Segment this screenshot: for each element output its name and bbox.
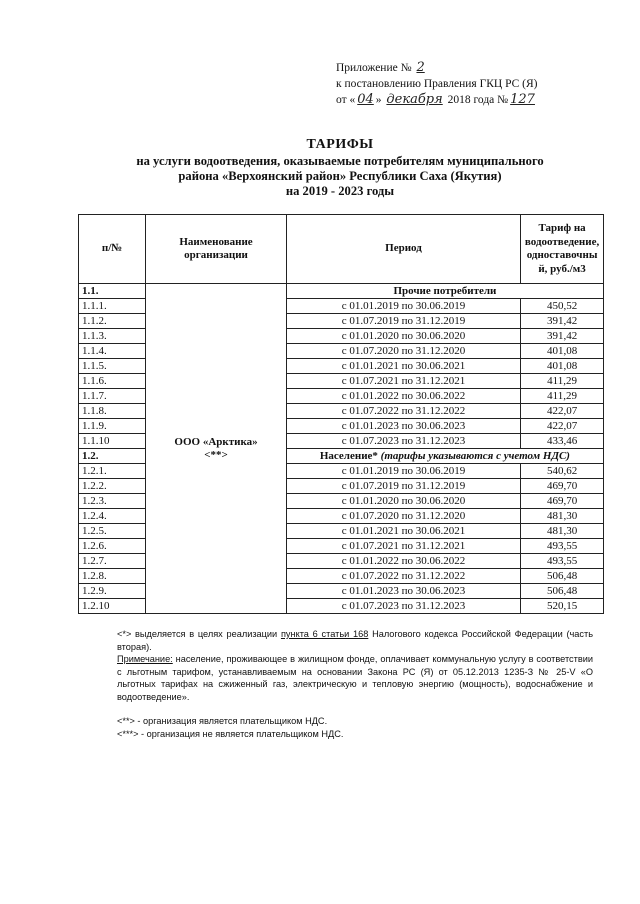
table-header-row [79, 215, 604, 284]
row-period: с 01.01.2019 по 30.06.2019 [286, 464, 520, 479]
row-num: 1.2.9. [79, 584, 146, 599]
title-main: ТАРИФЫ [306, 137, 374, 152]
row-period: с 01.07.2019 по 31.12.2019 [286, 314, 520, 329]
row-num: 1.1.10 [79, 434, 146, 449]
header-period: Период [286, 215, 520, 284]
header-price: Тариф на водоотведение, одноставочны й, руб./м3 [521, 215, 604, 284]
appendix-month-handwritten: декабря [386, 92, 443, 107]
appendix-day-handwritten: 04 [357, 92, 374, 107]
table-body [79, 284, 604, 614]
row-num: 1.1.3. [79, 329, 146, 344]
header-num: п/№ [79, 215, 146, 284]
row-price: 469,70 [521, 479, 604, 494]
section-2-num: 1.2. [79, 449, 146, 464]
section-2-label: Население* (тарифы указываются с учетом НДС) [286, 449, 603, 464]
row-period: с 01.01.2023 по 30.06.2023 [286, 419, 520, 434]
title-line-2: района «Верхоянский район» Республики Саха (Якутия) [178, 169, 502, 183]
title-line-3: на 2019 - 2023 годы [285, 184, 395, 198]
row-num: 1.2.6. [79, 539, 146, 554]
appendix-prefix: Приложение № [336, 62, 412, 74]
row-price: 401,08 [521, 359, 604, 374]
row-price: 506,48 [521, 569, 604, 584]
row-price: 506,48 [521, 584, 604, 599]
row-price: 469,70 [521, 494, 604, 509]
row-num: 1.2.10 [79, 599, 146, 614]
section-row-1 [79, 284, 604, 299]
organization-mark: <**> [204, 448, 228, 461]
row-num: 1.1.7. [79, 389, 146, 404]
footnote-1-text-b: Налогового кодекса Российской Федерации (часть вторая). [117, 629, 593, 652]
row-price: 391,42 [521, 329, 604, 344]
row-period: с 01.07.2021 по 31.12.2021 [286, 374, 520, 389]
row-period: с 01.07.2020 по 31.12.2020 [286, 344, 520, 359]
row-num: 1.2.1. [79, 464, 146, 479]
footnote-1-text-a: <*> выделяется в целях реализации [117, 629, 281, 639]
remark-label: Примечание: [117, 654, 173, 664]
tariffs-table [78, 214, 604, 614]
row-period: с 01.01.2019 по 30.06.2019 [286, 299, 520, 314]
row-period: с 01.01.2022 по 30.06.2022 [286, 389, 520, 404]
row-period: с 01.01.2022 по 30.06.2022 [286, 554, 520, 569]
row-num: 1.2.2. [79, 479, 146, 494]
row-price: 481,30 [521, 524, 604, 539]
row-period: с 01.07.2023 по 31.12.2023 [286, 434, 520, 449]
appendix-from-prefix: от « [336, 94, 356, 106]
row-num: 1.1.5. [79, 359, 146, 374]
row-period: с 01.07.2021 по 31.12.2021 [286, 539, 520, 554]
row-price: 481,30 [521, 509, 604, 524]
row-price: 422,07 [521, 404, 604, 419]
row-period: с 01.07.2023 по 31.12.2023 [286, 599, 520, 614]
row-price: 433,46 [521, 434, 604, 449]
footnotes [117, 628, 593, 740]
footnote-3: <***> - организация не является плательщиком НДС. [117, 728, 344, 739]
footnote-1 [117, 628, 593, 653]
organization-cell [146, 284, 287, 614]
row-num: 1.1.9. [79, 419, 146, 434]
appendix-line-2: к постановлению Правления ГКЦ РС (Я) [336, 78, 538, 90]
row-period: с 01.01.2021 по 30.06.2021 [286, 524, 520, 539]
section-1-num: 1.1. [79, 284, 146, 299]
row-num: 1.2.3. [79, 494, 146, 509]
row-price: 422,07 [521, 419, 604, 434]
row-price: 391,42 [521, 314, 604, 329]
appendix-line-1 [336, 60, 626, 76]
row-num: 1.1.6. [79, 374, 146, 389]
row-period: с 01.01.2020 по 30.06.2020 [286, 329, 520, 344]
document-title [60, 137, 620, 199]
row-period: с 01.07.2020 по 31.12.2020 [286, 509, 520, 524]
row-price: 450,52 [521, 299, 604, 314]
row-num: 1.1.2. [79, 314, 146, 329]
row-num: 1.2.7. [79, 554, 146, 569]
row-num: 1.1.1. [79, 299, 146, 314]
row-price: 493,55 [521, 539, 604, 554]
header-org: Наименование организации [146, 215, 287, 284]
row-price: 401,08 [521, 344, 604, 359]
section-1-label: Прочие потребители [286, 284, 603, 299]
row-price: 411,29 [521, 374, 604, 389]
row-price: 540,62 [521, 464, 604, 479]
row-price: 411,29 [521, 389, 604, 404]
row-num: 1.2.5. [79, 524, 146, 539]
row-period: с 01.07.2022 по 31.12.2022 [286, 404, 520, 419]
organization-name: ООО «Арктика» [174, 435, 258, 448]
row-period: с 01.01.2020 по 30.06.2020 [286, 494, 520, 509]
row-period: с 01.07.2022 по 31.12.2022 [286, 569, 520, 584]
appendix-line-3: от « 04 » декабря 2018 года № 127 [336, 92, 535, 107]
row-num: 1.1.8. [79, 404, 146, 419]
appendix-number-handwritten: 2 [416, 60, 425, 75]
footnote-2: <**> - организация является плательщиком НДС. [117, 716, 328, 726]
appendix-doc-number-handwritten: 127 [510, 92, 535, 107]
appendix-block [336, 60, 626, 108]
remark [117, 653, 593, 703]
remark-text: население, проживающее в жилищном фонде, оплачивает коммунальную услугу в соответствии с льготным тарифом, устанавливаемым на основании Закона РС (Я) от 05.12.2013 1235-З № 25-V «О льготных тарифах на сжиженный газ, электрическую и тепловую энергию (мощность), водоснабжение и водоотведение». [117, 654, 593, 702]
row-period: с 01.01.2021 по 30.06.2021 [286, 359, 520, 374]
row-price: 493,55 [521, 554, 604, 569]
footnote-1-link[interactable]: пункта 6 статьи 168 [280, 629, 369, 639]
title-line-1: на услуги водоотведения, оказываемые потребителям муниципального [136, 154, 544, 168]
row-price: 520,15 [521, 599, 604, 614]
row-num: 1.2.4. [79, 509, 146, 524]
row-period: с 01.07.2019 по 31.12.2019 [286, 479, 520, 494]
row-period: с 01.01.2023 по 30.06.2023 [286, 584, 520, 599]
row-num: 1.2.8. [79, 569, 146, 584]
appendix-year-text: 2018 года № [447, 94, 509, 106]
row-num: 1.1.4. [79, 344, 146, 359]
